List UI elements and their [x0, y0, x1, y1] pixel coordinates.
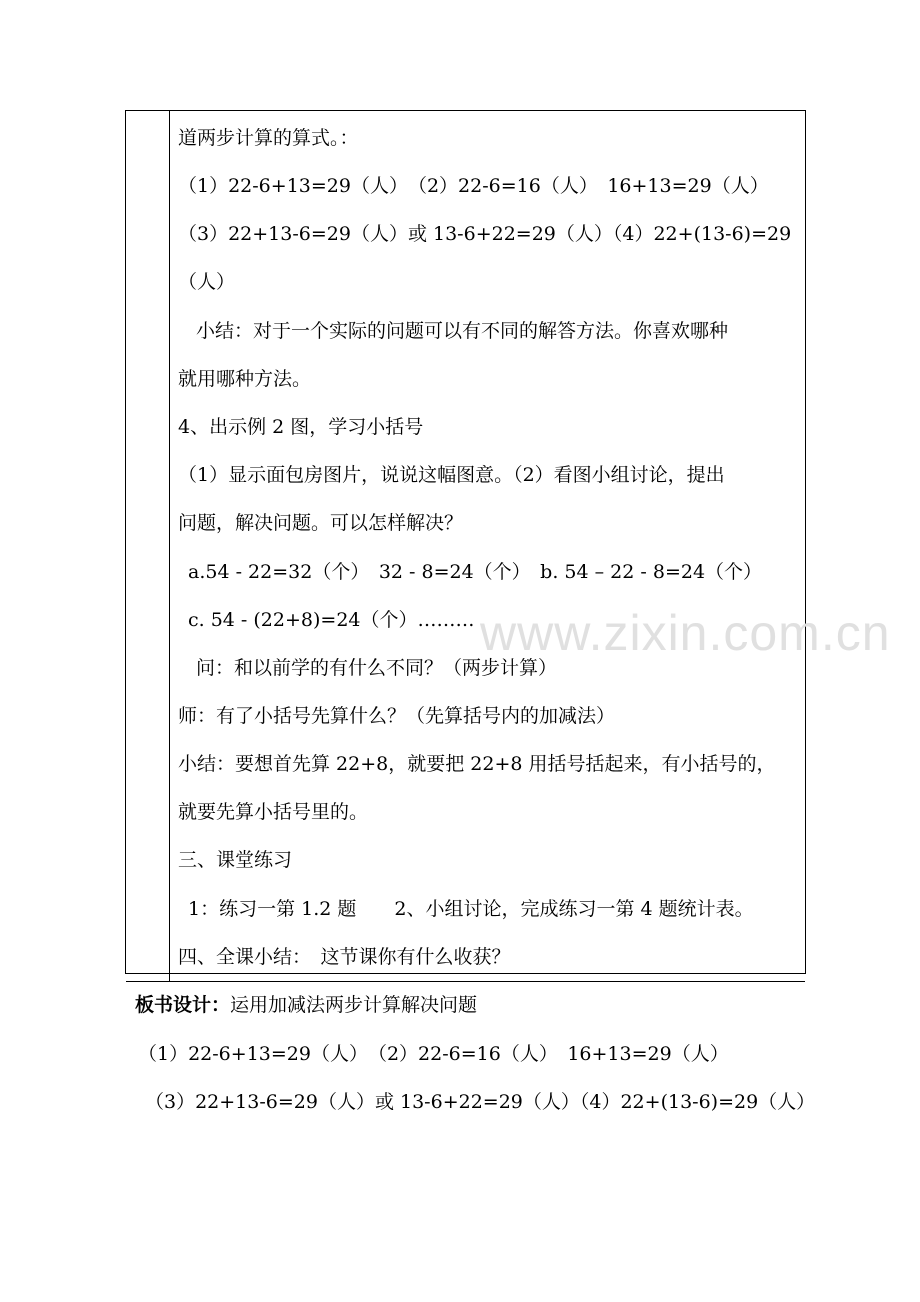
content-line-9: 问题，解决问题。可以怎样解决？: [178, 512, 464, 534]
left-column-cell: [126, 111, 170, 981]
content-line-2: （1）22-6+13=29（人） （2）22-6=16（人） 16+13=29（人）: [178, 175, 769, 197]
content-line-12: 问：和以前学的有什么不同？（两步计算）: [196, 657, 558, 679]
board-design-heading: [135, 993, 477, 1017]
watermark-text: www.zixin.com.cn: [480, 605, 891, 661]
content-line-16: 三、课堂练习: [178, 849, 293, 871]
content-line-17: 1：练习一第 1.2 题 2、小组讨论，完成练习一第 4 题统计表。: [188, 898, 754, 920]
board-design-line-2: （3）22+13-6=29（人）或 13-6+22=29（人）（4）22+(13-6)=29（人）: [145, 1091, 816, 1113]
content-line-6: 就用哪种方法。: [178, 368, 312, 390]
content-line-1: 道两步计算的算式。：: [178, 127, 359, 149]
content-line-3: （3）22+13-6=29（人）或 13-6+22=29（人）（4）22+(13-6)=29: [178, 223, 792, 245]
content-line-18: 四、全课小结： 这节课你有什么收获？: [178, 946, 511, 968]
content-line-5: 小结：对于一个实际的问题可以有不同的解答方法。你喜欢哪种: [196, 320, 729, 342]
content-line-7: 4、出示例 2 图，学习小括号: [178, 416, 424, 438]
content-line-14: 小结：要想首先算 22+8，就要把 22+8 用括号括起来，有小括号的，: [178, 753, 776, 775]
board-design-title: 运用加减法两步计算解决问题: [230, 994, 478, 1016]
content-line-15: 就要先算小括号里的。: [178, 801, 369, 823]
board-design-label: 板书设计：: [135, 994, 231, 1016]
content-line-4: （人）: [178, 271, 236, 293]
content-line-10: a.54 - 22=32（个） 32 - 8=24（个） b. 54 – 22 - 8=24（个）: [188, 561, 763, 583]
board-design-line-1: （1）22-6+13=29（人） （2）22-6=16（人） 16+13=29（人）: [138, 1043, 729, 1065]
content-line-8: （1）显示面包房图片，说说这幅图意。（2）看图小组讨论，提出: [178, 464, 725, 486]
content-line-13: 师：有了小括号先算什么？（先算括号内的加减法）: [178, 705, 616, 727]
content-line-11: c. 54 - (22+8)=24（个）………: [188, 609, 475, 631]
